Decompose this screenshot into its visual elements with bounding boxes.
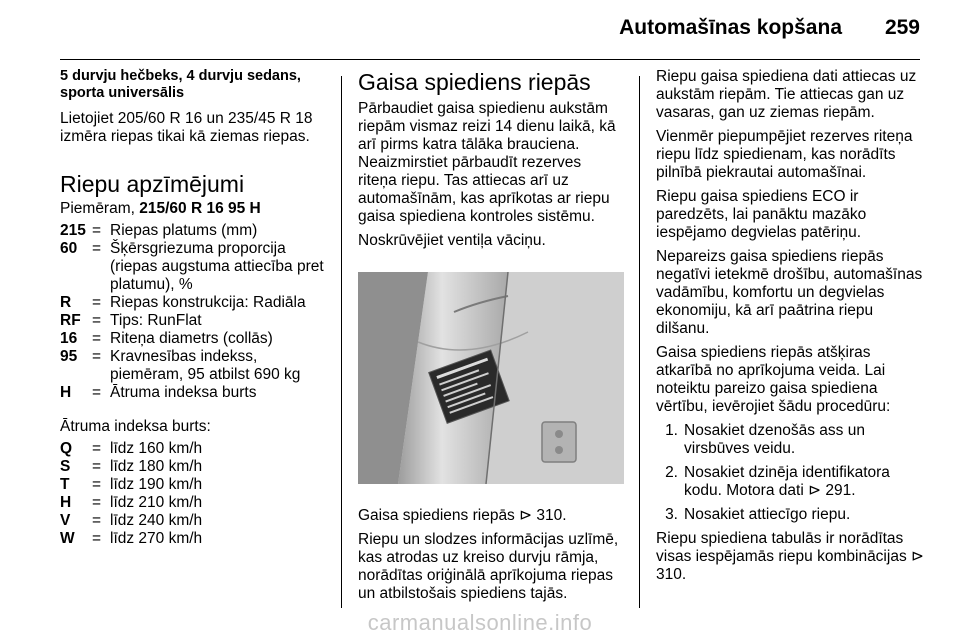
door-frame-tyre-label-photo xyxy=(358,272,624,484)
speed-value: līdz 270 km/h xyxy=(110,530,203,547)
definition-row xyxy=(60,384,328,402)
speed-value: līdz 190 km/h xyxy=(110,476,203,493)
step-text: Nosakiet dzinēja identifikatora kodu. Motora dati ⊳ 291. xyxy=(684,464,890,499)
definition-key: 16 xyxy=(60,330,78,347)
definition-value: Riepas platums (mm) xyxy=(110,222,258,239)
definition-value: Kravnesības indekss, piemēram, 95 atbilst 690 kg xyxy=(110,348,301,383)
wrong-pressure-paragraph: Nepareizs gaisa spiediens riepās negatīvi ietekmē drošību, automašīnas vadāmību, komfortu un degvielas ekonomiju, kā arī paātrina riepu dilšanu. xyxy=(656,248,923,337)
designation-table xyxy=(60,222,328,402)
column-divider-1 xyxy=(341,76,342,608)
speed-index-table xyxy=(60,440,328,548)
speed-value: līdz 240 km/h xyxy=(110,512,203,529)
cold-tyre-paragraph: Riepu gaisa spiediena dati attiecas uz aukstām riepām. Tie attiecas gan uz vasaras, gan uz ziemas riepām. xyxy=(656,68,917,121)
column-1 xyxy=(60,68,328,548)
equals-sign: = xyxy=(92,530,102,547)
equals-sign: = xyxy=(92,476,102,493)
speed-row xyxy=(60,458,328,476)
watermark: carmanualsonline.info xyxy=(367,610,593,635)
definition-value: Riepas konstrukcija: Radiāla xyxy=(110,294,306,311)
speed-key: T xyxy=(60,476,70,493)
definition-row xyxy=(60,330,328,348)
definition-key: 215 xyxy=(60,222,86,239)
definition-key: RF xyxy=(60,312,81,329)
procedure-steps xyxy=(656,422,924,524)
speed-row xyxy=(60,440,328,458)
speed-row xyxy=(60,530,328,548)
winter-tyre-note: Lietojiet 205/60 R 16 un 235/45 R 18 izmēra riepas tikai kā ziemas riepas. xyxy=(60,110,313,145)
page-number: 259 xyxy=(884,16,920,39)
procedure-step xyxy=(656,506,924,524)
procedure-step xyxy=(656,464,924,500)
step-text: Nosakiet dzenošās ass un virsbūves veidu. xyxy=(684,422,865,457)
tyre-designation-heading: Riepu apzīmējumi xyxy=(60,171,245,197)
definition-value: Šķērsgriezuma proporcija (riepas augstuma attiecība pret platumu), % xyxy=(110,240,324,293)
label-location-paragraph: Riepu un slodzes informācijas uzlīmē, kas atrodas uz kreiso durvju rāmja, norādītas oriģinālā aprīkojuma riepas un atbilstošais spiediens tajās. xyxy=(358,531,619,602)
equals-sign: = xyxy=(92,312,102,329)
speed-row xyxy=(60,494,328,512)
example-code: 215/60 R 16 95 H xyxy=(139,200,261,217)
pressure-tables-paragraph: Riepu spiediena tabulās ir norādītas visas iespējamās riepu kombinācijas ⊳ 310. xyxy=(656,530,924,583)
definition-key: R xyxy=(60,294,72,311)
equals-sign: = xyxy=(92,222,102,239)
definition-row xyxy=(60,312,328,330)
pressure-reference: Gaisa spiediens riepās ⊳ 310. xyxy=(358,507,567,524)
page-header xyxy=(60,0,920,60)
speed-index-intro: Ātruma indeksa burts: xyxy=(60,418,211,435)
definition-value: Ātruma indeksa burts xyxy=(110,384,257,401)
definition-key: 60 xyxy=(60,240,78,257)
speed-value: līdz 210 km/h xyxy=(110,494,203,511)
step-number: 2. xyxy=(665,464,678,481)
speed-key: Q xyxy=(60,440,73,457)
equals-sign: = xyxy=(92,240,102,257)
equals-sign: = xyxy=(92,512,102,529)
speed-key: H xyxy=(60,494,72,511)
definition-row xyxy=(60,240,328,294)
procedure-intro-paragraph: Gaisa spiediens riepās atšķiras atkarībā no aprīkojuma veida. Lai noteiktu pareizo gaisa spiediena vērtību, ievērojiet šādu procedūru: xyxy=(656,344,891,415)
speed-row xyxy=(60,476,328,494)
eco-pressure-paragraph: Riepu gaisa spiediens ECO ir paredzēts, lai panāktu mazāko iespējamo degvielas patēriņu. xyxy=(656,188,867,241)
speed-value: līdz 160 km/h xyxy=(110,440,203,457)
equals-sign: = xyxy=(92,384,102,401)
speed-row xyxy=(60,512,328,530)
valve-cap-paragraph: Noskrūvējiet ventiļa vāciņu. xyxy=(358,232,546,249)
page-title: Automašīnas kopšana xyxy=(619,16,842,39)
equals-sign: = xyxy=(92,348,102,365)
equals-sign: = xyxy=(92,494,102,511)
equals-sign: = xyxy=(92,294,102,311)
speed-key: S xyxy=(60,458,71,475)
equals-sign: = xyxy=(92,440,102,457)
pressure-check-paragraph: Pārbaudiet gaisa spiedienu aukstām riepām vismaz reizi 14 dienu laikā, kā arī pirms katra tālāka brauciena. Neaizmirstiet pārbaudīt rezerves riteņa riepu. Tas attiecas arī uz automašīnām, kas aprīkotas ar riepu gaisa spiediena kontroles sistēmu. xyxy=(358,100,616,225)
definition-key: 95 xyxy=(60,348,78,365)
column-divider-2 xyxy=(639,76,640,608)
speed-value: līdz 180 km/h xyxy=(110,458,203,475)
speed-key: W xyxy=(60,530,75,547)
tyre-pressure-heading: Gaisa spiediens riepās xyxy=(358,69,591,95)
definition-value: Riteņa diametrs (collās) xyxy=(110,330,273,347)
definition-key: H xyxy=(60,384,72,401)
equals-sign: = xyxy=(92,458,102,475)
equals-sign: = xyxy=(92,330,102,347)
example-prefix: Piemēram, xyxy=(60,200,140,217)
speed-key: V xyxy=(60,512,71,529)
definition-value: Tips: RunFlat xyxy=(110,312,202,329)
body-type-subheading: 5 durvju hečbeks, 4 durvju sedans, sporta universālis xyxy=(60,68,301,101)
example-line xyxy=(60,200,328,218)
step-number: 1. xyxy=(665,422,678,439)
column-3 xyxy=(656,68,924,590)
definition-row xyxy=(60,294,328,312)
definition-row xyxy=(60,348,328,384)
step-text: Nosakiet attiecīgo riepu. xyxy=(684,506,851,523)
step-number: 3. xyxy=(665,506,678,523)
procedure-step xyxy=(656,422,924,458)
column-2 xyxy=(358,68,624,609)
definition-row xyxy=(60,222,328,240)
spare-wheel-paragraph: Vienmēr piepumpējiet rezerves riteņa riepu līdz spiedienam, kas norādīts pilnībā piekrautai automašīnai. xyxy=(656,128,913,181)
